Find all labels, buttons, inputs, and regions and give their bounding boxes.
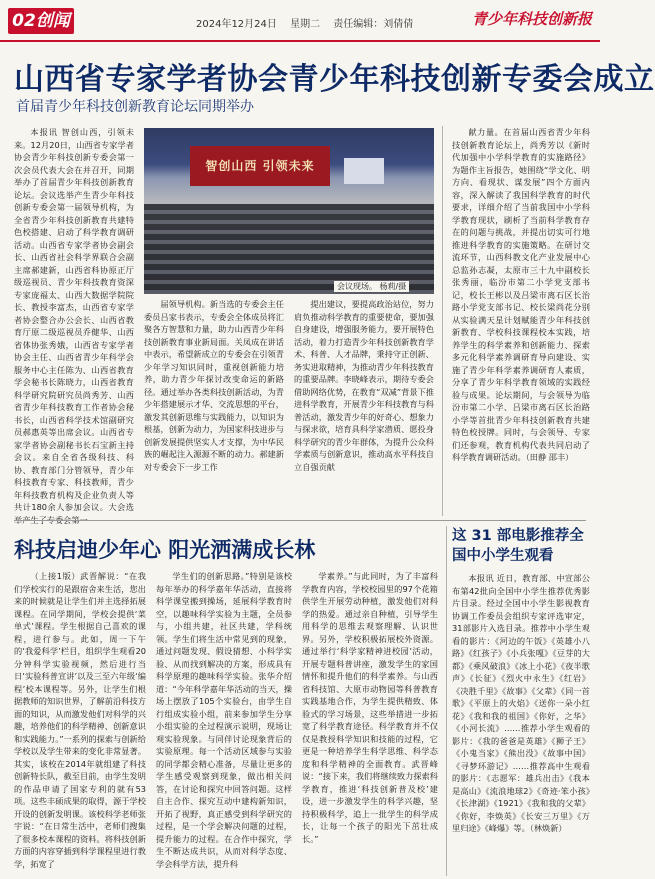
newspaper-name: 青少年科技创新报 [471,10,592,28]
header-meta [196,15,423,30]
article1-col3 [294,298,434,516]
article2-col3-text: 学素养。”与此同时，为了丰富科学教育内容，学校校园里的97个花箱供学生开展劳动种植，激发他们对科学的热爱。通过亲自种植，引导学生用科学的思维去观察理解、认识世界。另外，学校积极拓展校外资源。通过举行‘科学家精神进校园’活动，开展专题科普讲座，激发学生的家国情怀和提升他们的科学素养。与山西省科技馆、大原市动物园等科普教育实践基地合作，为学生提供精致、体验式的学习场景，这些举措进一步拓宽了科学教育途径。科学教育并不仅仅是教授科学知识和技能的过程，它更是一种培养学生科学思维、科学态度和科学精神的全面教育。武晋峰说：“接下来，我们将继续致力探索科学教育，推进‘科技创新普及校’建设，进一步激发学生的科学兴趣，坚持积极科学，追上一批学生的科学成长，让每一个孩子的阳光下茁壮成长。” [302,571,438,844]
article1-col2 [144,298,284,516]
article1-col4 [452,126,590,516]
photo-caption: 会议现场。 杨莉/摄 [334,281,409,292]
article2-col3 [302,570,438,875]
article1-subtitle: 首届青少年科技创新教育论坛同期举办 [16,99,254,115]
column-divider-2 [446,526,447,876]
article1-col1-text: 本报讯 智创山西，引领未来。12月20日，山西省专家学者协会青少年科技创新专委会第一次会员代表大会在并召开，同期举办了首届青少年科技创新教育论坛。会议选举产生青少年科技创新专委会第一届领导机构，为全省青少年科技创新教育共建特色校搭建、启动了科学教育调研活动。山西省专家学者协会副会长、山西省社会科学界联合会副主席郝建新，山西省科协原正厅级巡视员、青少年科技教育资深专家庞福太、山西大数据学院院长、教授李富杰，山西省专家学者协会整合办公会长、山西省教育厅原二级巡视员乔健华、山西省体协张秀娥，山西省专家学者协会主任、山西省青少年科学会服务中心主任陈为、山西省教育学会秘书长陈晓力，山西省教育科学研究院研究员尚秀芳、山西省青少年科技教育工作者协会秘书长，山西省科学技术馆副研究员郝惠英等出席会议。山西省专家学者协会副秘书长石宝新主持会议。来自全省各级科技、科协、教育部门分管领导，青少年科技教育专家、科技教师，青少年科技教育机构及企业负责人等共计180余人参加会议。大会选 [14,127,134,512]
article3-body [452,572,590,875]
photo-screen-banner: 智创山西 引领未来 [190,146,330,186]
article1-col4-text: 献力量。在首届山西省青少年科技创新教育论坛上，尚秀芳以《新时代加强中小学科学教育的实施路径》为题作主旨报告，她围绕“学文化、明方向、看现状、谋发展”四个方面内容，深入解读了我国科学教育的时代要求，详细介绍了当前我国中小学科学教育现状，刷析了当前科学教育存在的问题与挑战，并提出切实可行地推进科学教育的实施策略。在研讨交流环节，山西科教文化产业发展中心总监孙志凝，太原市三十九中副校长张秀丽，临汾市第二小学党支部书记，校长王彬以及吕梁市离石区长治路小学党支部书记、校长梁尚花分别从实验满天星计划赋能青少年科技创新教育、学校科技课程校本实践，培养学生的科学素养和创新能力、探索多元化科学素养调研育导向建设、实施了青少年科学素养调研育人素质，分享了青少年科学教育领域的实践经验与成果。论坛期间，与会领导为临汾市第二小学、吕梁市离石区长治路小学等首批青少年科技创新教育共建特色校授牌。同时，与会领导、专家们还参观，教育机构代表共同启动了科学教育调研活动。（田静 邵丰） [452,127,590,462]
article2-col1-text: （上接1版）武晋解说：“在我们学校实行的是跟宿舍来生活，您出来的时候就是让学生们并主选择拓展课程。在同学期间，学校会提供‘菜单式’课程。学生根据自己喜欢的课程，进行参与。此如，周一下午的‘我爱科学’栏目，组织学生观看20分钟科学实验视频，然后进行当日‘实验科普宣讲’以及三至六年级‘编程’校本课程等。另外，让学生们根据教师的知识世界，了解前沿科技方面的知识，从而激发他们对科学的兴趣，培养他们的科学精神、创新意识和实践能力。”一系列的探索与创新给学校以及学生带来的变化非常显著。其实，该校在2014年就组建了科技创新特长队，截至目前，由学生发明的作品申请了国家专利的就有53项。这些丰硕成果的取得，源于学校开设的创新发明课。该校科学老师张宇说：“在日常生活中，老师们搜集了很多校本课程的资料。将科技创新方面的内容穿插到科学课程里进行教学，拓宽了 [14,571,146,869]
column-divider [442,126,443,516]
article3-title-box [452,526,592,568]
editor-credit: 责任编辑：刘倩倩 [333,19,414,30]
section-divider [14,520,586,521]
article1-col1 [14,126,134,516]
article2-title: 科技启迪少年心 阳光洒满成长林 [14,538,316,562]
photo-side-screen [344,158,384,184]
page-header [0,0,600,42]
article3-body-text: 本报讯 近日，教育部、中宣部公布第42批向全国中小学生推荐优秀影片目录。经过全国中小学生影视教育协调工作委员会组织专家评选审定，31部影片入选目录。推荐中小学生观看的影片：《河边的午饭》《英雄小八路》《红孩子》《小兵张嘎》《豆芽的大都》《乘风破浪》《冰上小花》《夜半歌声》《长征》《烈火中永生》《红岩》《决胜千里》《故事》《父辈》《同一首歌》《平原上的火焰》《送你一朵小红花》《我和我的祖国》《你好，之华》《小河长流》……推荐小学生观看的影片：《我的爸爸是英雄》《狮子王》《小鬼当家》《熊出没》《故事中国》《寻梦环游记》……推荐高中生观看的影片：《志愿军：雄兵出击》《我本是高山》《流浪地球2》《奇迹·笨小孩》《长津湖》《1921》《我和我的父辈》《你好，李焕英》《长安三万里》《万里归途》《峰爆》等。（林焕新） [452,573,590,833]
conference-photo [144,128,434,294]
issue-date: 2024年12月24日 [196,19,277,30]
article3-title: 这 31 部电影推荐全国中小学生观看 [452,528,584,564]
issue-weekday: 星期二 [290,19,321,30]
section-tag: 02创闻 [8,8,74,34]
article1-title: 山西省专家学者协会青少年科技创新专委会成立 [14,62,655,97]
article2-col2 [156,570,292,875]
article1-col2-text: 届领导机构。新当选的专委会主任委员吕家书表示，专委会全体成员将汇聚各方智慧和力量，助力山西青少年科技创新教育事业新局面。关凤成在讲话中表示，希望新成立的专委会在引领青少年学习知识同时，重视创新能力培养，助力青少年探讨改变命运的新路径。通过举办各类科技创新活动，为青少年搭建展示才华、交流思想的平台，激发其创新思维与实践能力，以知识为根基，创新为动力，为国家科技进步与创新发展提供坚实人才支撑，为中华民族的崛起注入源源不断的动力。郝建新对专委会下一步工作 [144,299,284,472]
article2-col2-text: 学生们的创新思路。”特别是该校每年举办的科学嘉年华活动，直接将科学课堂搬到操场，延展科学教育时空，以趣味科学实验为主题，全员参与，小组共建，社区共建，学科统领。学生们将生活中常见到的现象，通过问题发现、假设猜想、小科学实验、从而找到解决的方案，形成具有科学原理的趣味科学实验。张华介绍道：“今年科学嘉年华活动的当天，操场上摆放了105个实验台，由学生自行组成实验小组，前来参加学生分享小组实验的全过程演示说明，现场让观实验现象。与同伴讨论现象背后的实验原理。每一个活动区域参与实验的同学都会精心准备，尽量让更多的学生感受观察到现象，做出相关问答，在讨论和探究中回答问题。这样自主合作、探究互动中建构新知识，开拓了视野，真正感受到科学研究的过程，是一个学会解决问题的过程，提升能力的过程。在合作中探究，学生不断达成共识，从而对科学态度、学会科学方法，提升科 [156,571,292,869]
article1-col3-text: 提出建议，要提高政治站位，努力肩负推动科学教育的重要使命，要加强自身建设，增强服务能力，要开展特色活动，着力打造青少年科技创新教育学术、科普、人才品牌，秉持守正创新、务实进取精神，为推动青少年科技教育的重要品牌。李晓峰表示，期待专委会借助网络优势，在教育“双减”背景下推进科学教育，开展青少年科技教育与科普活动，激发青少年的好奇心、想象力与探求欲，培育具科学家潜质、愿投身科学研究的青少年群体，为提升公众科学素质与创新意识，推动高水平科技自立自强贡献 [294,299,434,472]
article2-col1 [14,570,146,875]
